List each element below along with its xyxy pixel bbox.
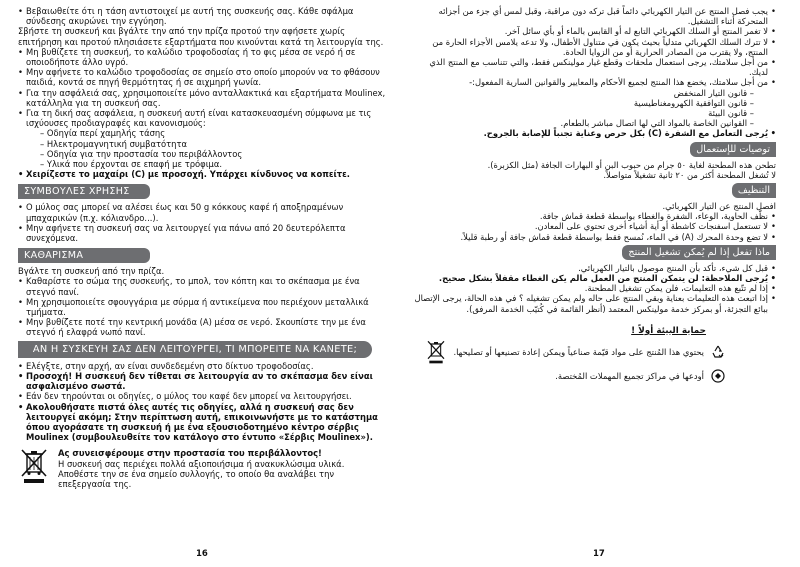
list-item: • Βεβαιωθείτε ότι η τάση αντιστοιχεί με αυτή της συσκευής σας. Κάθε σφάλμα σύνδεσης ακυρώνει την εγγύηση.: [18, 6, 386, 26]
safety-list-ar: [414, 6, 776, 88]
list-item: • Μη χρησιμοποιείτε σφουγγάρια με σύρμα ή αντικείμενα που περιέχουν μεταλλικά τμήματα.: [18, 297, 386, 317]
list-item: • لا تستعمل اسفنجات كاشطة أو أية أشياء أخرى تحتوي على المعادن.: [414, 221, 776, 231]
knife-warning-list: [18, 169, 386, 179]
knife-warning-list-ar: [414, 128, 776, 138]
list-item: • Εάν δεν τηρούνται οι οδηγίες, ο μύλος του καφέ δεν μπορεί να λειτουργήσει.: [18, 391, 386, 401]
cleaning-section-title: ΚΑΘΑΡΙΣΜΑ: [18, 248, 150, 263]
unplug-paragraph: Σβήστε τη συσκευή και βγάλτε την από την πρίζα προτού την αφήσετε χωρίς επιτήρηση και προτού πλησιάσετε εξαρτήματα που κινούνται κατά τη λειτουργία της.: [18, 26, 384, 47]
troubleshooting-list: [18, 361, 386, 443]
environment-item-text: يحتوي هذا المُنتج على مواد قيّمة صناعياً ويمكن إعادة تصنيعها أو تصليحها.: [453, 346, 704, 357]
knife-warning: • يُرجى التعامل مع الشفرة (C) بكل حرص وعناية تجنباً للإصابة بالجروح.: [414, 128, 776, 138]
list-item: • نظّف الحاوية، الوعاء، الشفرة والغطاء بواسطة قطعة قماش جافة.: [414, 211, 776, 221]
environment-item-text: أودعها في مراكز تجميع المهملات المُختصة.: [555, 370, 704, 381]
norm-item: – القوانين الخاصة بالمواد التي لها اتصال مباشر بالطعام.: [560, 118, 754, 129]
norms-list-ar: [414, 88, 776, 129]
list-item: • Μην αφήνετε τη συσκευή σας να λειτουργεί για πάνω από 20 δευτερόλεπτα συνεχόμενα.: [18, 223, 386, 243]
usage-text: لا تُشغل المطحنة أكثر من ٢٠ ثانية تشغيلاً متواصلاً.: [603, 169, 776, 180]
environment-title: حماية البيئة أولاً !: [631, 325, 706, 336]
list-item: • لا تضع وحدة المحرك (A) في الماء، نُمسح فقط بواسطة قطعة قماش جافة أو رطبة قليلاً.: [414, 232, 776, 242]
list-item: • Μη βυθίζετε τη συσκευή, το καλώδιο τροφοδοσίας ή το φις μέσα σε νερό ή σε οποιοδήποτε άλλο υγρό.: [18, 47, 386, 67]
environment-title: Ας συνεισφέρουμε στην προστασία του περιβάλλοντος!: [58, 448, 322, 459]
list-item: • Προσοχή! Η συσκευή δεν τίθεται σε λειτουργία αν το σκέπασμα δεν είναι ασφαλισμένο σωστά.: [18, 371, 386, 391]
norm-item: – قانون التوافقية الكهرومغناطيسية: [633, 97, 754, 108]
list-item: • Μην αφήνετε το καλώδιο τροφοδοσίας σε σημείο στο οποίο μπορούν να το φθάσουν παιδιά, κοντά σε πηγή θερμότητας ή σε αιχμηρή γωνία.: [18, 67, 386, 87]
list-item: • قبل كل شيء، تأكد بأن المنتج موصول بالتيار الكهربائي.: [414, 263, 776, 273]
usage-list: [18, 202, 386, 243]
usage-section-title: ΣΥΜΒΟΥΛΕΣ ΧΡΗΣΗΣ: [18, 184, 150, 199]
safety-list: [18, 6, 386, 26]
environment-block: [18, 448, 386, 489]
list-item: • يجب فصل المنتج عن التيار الكهربائي دائماً قبل تركه دون مراقبة، وقبل لمس أي جزء من أجزائه المتحركة أثناء التشغيل.: [414, 6, 776, 26]
norm-item: – قانون البيئة: [708, 108, 754, 119]
list-item: • من أجل سلامتك، يخضع هذا المنتج لجميع الأحكام والمعايير والقوانين السارية المفعول:-: [414, 77, 776, 87]
troubleshooting-list-ar: [414, 263, 776, 314]
knife-warning: • Χειρίζεστε το μαχαίρι (C) με προσοχή. Υπάρχει κίνδυνος να κοπείτε.: [18, 169, 386, 179]
safety-list-2: [18, 47, 386, 129]
environment-item: [414, 368, 726, 384]
troubleshooting-section-title: ΑΝ Η ΣΥΣΚΕΥΗ ΣΑΣ ΔΕΝ ΛΕΙΤΟΥΡΓΕΙ, ΤΙ ΜΠΟΡΕΙΤΕ ΝΑ ΚΑΝΕΤΕ;: [18, 341, 372, 358]
norm-item: – Ηλεκτρομαγνητική συμβατότητα: [40, 138, 188, 149]
list-item: • Για την ασφάλειά σας, χρησιμοποιείτε μόνο ανταλλακτικά και εξαρτήματα Moulinex, κατάλληλα για τη συσκευή σας.: [18, 88, 386, 108]
list-item: • يُرجى الملاحظة: لن يتمكن المنتج من العمل مالم يكن الغطاء مقفلاً بشكل صحيح.: [414, 273, 776, 283]
crossed-bin-icon: [18, 448, 50, 484]
cleaning-intro: Βγάλτε τη συσκευή από την πρίζα.: [18, 266, 165, 277]
list-item: • Μην βυθίζετε ποτέ την κεντρική μονάδα (A) μέσα σε νερό. Σκουπίστε την με ένα στεγνό ή ελαφρά νωπό πανί.: [18, 317, 386, 337]
cleaning-intro: افصل المنتج عن التيار الكهربائي.: [662, 201, 776, 212]
norm-item: – Υλικά που έρχονται σε επαφή με τρόφιμα.: [40, 159, 223, 170]
list-item: • Για τη δική σας ασφάλεια, η συσκευή αυτή είναι κατασκευασμένη σύμφωνα με τις ισχύουσες προδιαγραφές και κανονισμούς:: [18, 108, 386, 128]
cleaning-section-title: التنظيف: [732, 183, 776, 198]
list-item: • إذا لم تتّبع هذه التعليمات، فلن يمكن تشغيل المطحنة.: [414, 283, 776, 293]
page-number: 16: [196, 549, 208, 559]
list-item: • لا تغمر المنتج أو السلك الكهربائي التابع له أو القابس بالماء أو بأي سائل آخر.: [414, 26, 776, 36]
collection-point-icon: [710, 368, 726, 384]
cleaning-list: [18, 276, 386, 337]
list-item: • Ελέγξτε, στην αρχή, αν είναι συνδεδεμένη στο δίκτυο τροφοδοσίας.: [18, 361, 386, 371]
norms-list: [18, 128, 386, 169]
cleaning-list-ar: [414, 211, 776, 242]
norm-item: – Οδηγία για την προστασία του περιβάλλοντος: [40, 148, 243, 159]
crossed-bin-icon: [425, 340, 447, 364]
list-item: • Ακολουθήσατε πιστά όλες αυτές τις οδηγίες, αλλά η συσκευή σας δεν λειτουργεί ακόμη; Στην περίπτωση αυτή, επικοινωνήστε με το κατάστημα όπου αγοράσατε τη συσκευή ή με ένα εξουσιοδοτημένο κέντρο σέρβις Moulinex (συμβουλευθείτε τον κατάλογο στο έντυπο «Σέρβις Moulinex»).: [18, 402, 386, 443]
usage-section-title: توصيات للإستعمال: [690, 142, 776, 157]
environment-item: [414, 340, 726, 364]
usage-text: تطحن هذه المطحنة لغاية ٥٠ جرام من حبوب البن أو البهارات الجافة (مثل الكزبرة).: [487, 159, 776, 170]
list-item: • Καθαρίστε το σώμα της συσκευής, το μπολ, τον κόπτη και το σκέπασμα με ένα στεγνό πανί.: [18, 276, 386, 296]
recycle-icon: [710, 344, 726, 360]
list-item: • من أجل سلامتك، يرجى استعمال ملحقات وقطع غيار مولينكس فقط، والتي تتناسب مع المنتج الذي لديك.: [414, 57, 776, 77]
page-right: [400, 0, 800, 567]
list-item: • Ο μύλος σας μπορεί να αλέσει έως και 50 g κόκκους καφέ ή αποξηραμένων μπαχαρικών (π.χ. κόλιανδρο...).: [18, 202, 386, 222]
troubleshooting-section-title: ماذا تفعل إذا لم يُمكن تشغيل المنتج: [622, 245, 776, 260]
list-item: • لا تترك السلك الكهربائي متدلياً بحيث يكون في متناول الأطفال، ولا تدعه يلامس الأجزاء الحارة من المنتج، ولا يقترب من المصادر الحرارية أو من الزوايا الحادة.: [414, 37, 776, 57]
norm-item: – قانون التيار المنخفض: [673, 87, 754, 98]
page-number: 17: [593, 549, 605, 559]
list-item: • إذا اتبعت هذه التعليمات بعناية وبقي المنتج على حاله ولم يمكن تشغيله ؟ في هذه الحالة، يرجى الإتصال ببائع التجزئة، أو بمركز خدمة مولينكس المعتمد (أنظر القائمة في كُتيّب الخدمة المرفق).: [414, 293, 776, 313]
norm-item: – Οδηγία περί χαμηλής τάσης: [40, 128, 166, 139]
environment-text: Η συσκευή σας περιέχει πολλά αξιοποιήσιμα ή ανακυκλώσιμα υλικά. Αποθέστε την σε ένα σημείο συλλογής, το οποίο θα αναλάβει την επεξεργασία της.: [58, 458, 345, 489]
